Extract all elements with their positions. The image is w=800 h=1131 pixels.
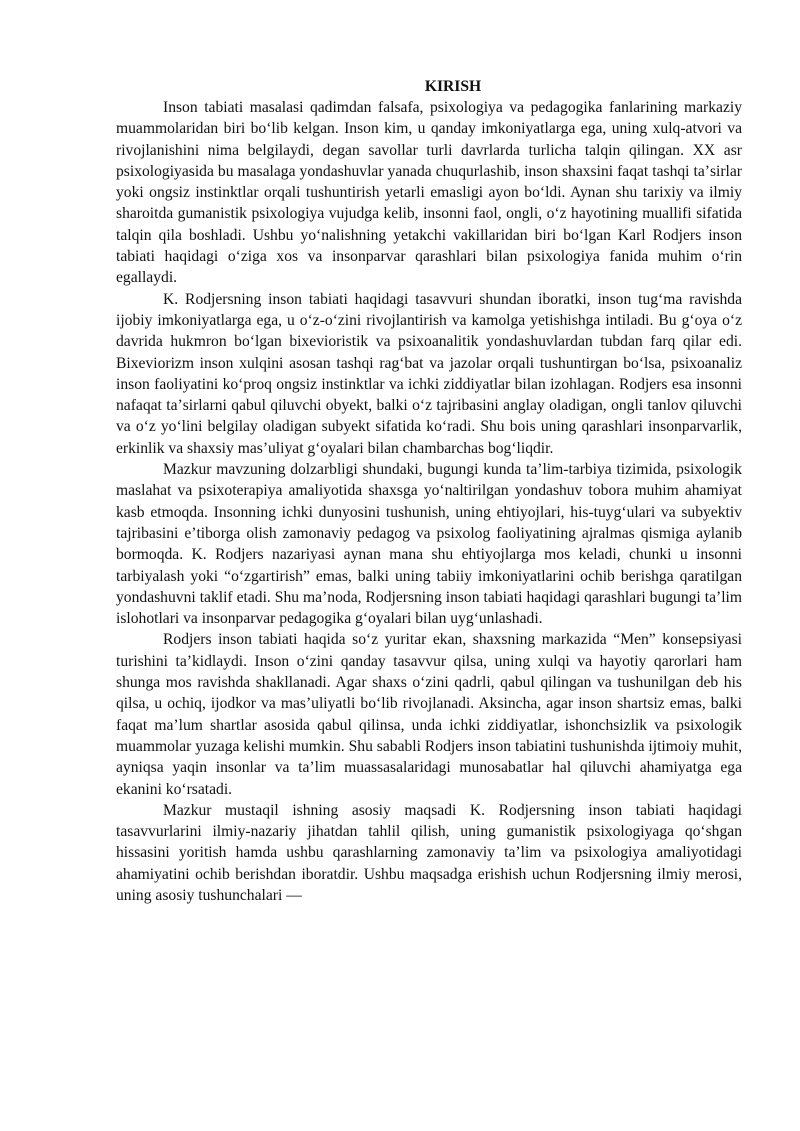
document-title: KIRISH [424, 78, 482, 95]
paragraph-5: Mazkur mustaqil ishning asosiy maqsadi K. Rodjersning inson tabiati haqidagi tasavvurlarini ilmiy-nazariy jihatdan tahlil qilish, uning gumanistik psixologiyaga qoʻshgan hissasini yoritish hamda ushbu qarashlarning zamonaviy taʼlim va psixologiya amaliyotidagi ahamiyatini ochib berishdan iboratdir. Ushbu maqsadga erishish uchun Rodjersning ilmiy merosi, uning asosiy tushunchalari — [116, 801, 742, 904]
paragraph-2: K. Rodjersning inson tabiati haqidagi tasavvuri shundan iboratki, inson tugʻma ravishda ijobiy imkoniyatlarga ega, u oʻz-oʻzini rivojlantirish va kamolga yetishishga intiladi. Bu gʻoya oʻz davrida hukmron boʻlgan bixevioristik va psixoanalitik yondashuvlardan tubdan farq qilar edi. Bixeviorizm inson xulqini asosan tashqi ragʻbat va jazolar orqali tushuntirgan boʻlsa, psixoanaliz inson faoliyatini koʻproq ongsiz instinktlar va ichki ziddiyatlar bilan izohlagan. Rodjers esa insonni nafaqat taʼsirlarni qabul qiluvchi obyekt, balki oʻz tajribasini anglay oladigan, ongli tanlov qiluvchi va oʻz yoʻlini belgilay oladigan subyekt sifatida koʻradi. Shu bois uning qarashlari insonparvarlik, erkinlik va shaxsiy masʼuliyat gʻoyalari bilan chambarchas bogʻliqdir. [116, 290, 742, 457]
paragraph-4: Rodjers inson tabiati haqida soʻz yuritar ekan, shaxsning markazida “Men” konsepsiyasi turishini taʼkidlaydi. Inson oʻzini qanday tasavvur qilsa, uning xulqi va hayotiy qarorlari ham shunga mos ravishda shakllanadi. Agar shaxs oʻzini qadrli, qabul qilingan va tushunilgan deb his qilsa, u ochiq, ijodkor va masʼuliyatli boʻlib rivojlanadi. Aksincha, agar inson shartsiz emas, balki faqat maʼlum shartlar asosida qabul qilinsa, unda ichki ziddiyatlar, ishonchsizlik va psixologik muammolar yuzaga kelishi mumkin. Shu sababli Rodjers inson tabiatini tushunishda ijtimoiy muhit, ayniqsa yaqin insonlar va taʼlim muassasalaridagi munosabatlar hal qiluvchi ahamiyatga ega ekanini koʻrsatadi. [116, 631, 742, 798]
document-page [116, 76, 742, 906]
paragraph-1: Inson tabiati masalasi qadimdan falsafa, psixologiya va pedagogika fanlarining markaziy muammolaridan biri boʻlib kelgan. Inson kim, u qanday imkoniyatlarga ega, uning xulq-atvori va rivojlanishini nima belgilaydi, degan savollar turli davrlarda turlicha talqin qilingan. XX asr psixologiyasida bu masalaga yondashuvlar yanada chuqurlashib, inson shaxsini faqat tashqi taʼsirlar yoki ongsiz instinktlar orqali tushuntirish yetarli emasligi ayon boʻldi. Aynan shu tarixiy va ilmiy sharoitda gumanistik psixologiya vujudga kelib, insonni faol, ongli, oʻz hayotining muallifi sifatida talqin qila boshladi. Ushbu yoʻnalishning yetakchi vakillaridan biri boʻlgan Karl Rodjers inson tabiati haqidagi oʻziga xos va insonparvar qarashlari bilan psixologiya fanida muhim oʻrin egallaydi. [116, 99, 742, 287]
paragraph-3: Mazkur mavzuning dolzarbligi shundaki, bugungi kunda taʼlim-tarbiya tizimida, psixologik maslahat va psixoterapiya amaliyotida shaxsga yoʻnaltirilgan yondashuv tobora muhim ahamiyat kasb etmoqda. Insonning ichki dunyosini tushunish, uning ehtiyojlari, his-tuygʻulari va subyektiv tajribasini eʼtiborga olish zamonaviy pedagog va psixolog faoliyatining ajralmas qismiga aylanib bormoqda. K. Rodjers nazariyasi aynan mana shu ehtiyojlarga mos keladi, chunki u insonni tarbiyalash yoki “oʻzgartirish” emas, balki uning tabiiy imkoniyatlarini ochib berishga qaratilgan yondashuvni taklif etadi. Shu maʼnoda, Rodjersning inson tabiati haqidagi qarashlari bugungi taʼlim islohotlari va insonparvar pedagogika gʻoyalari bilan uygʻunlashadi. [116, 461, 742, 628]
